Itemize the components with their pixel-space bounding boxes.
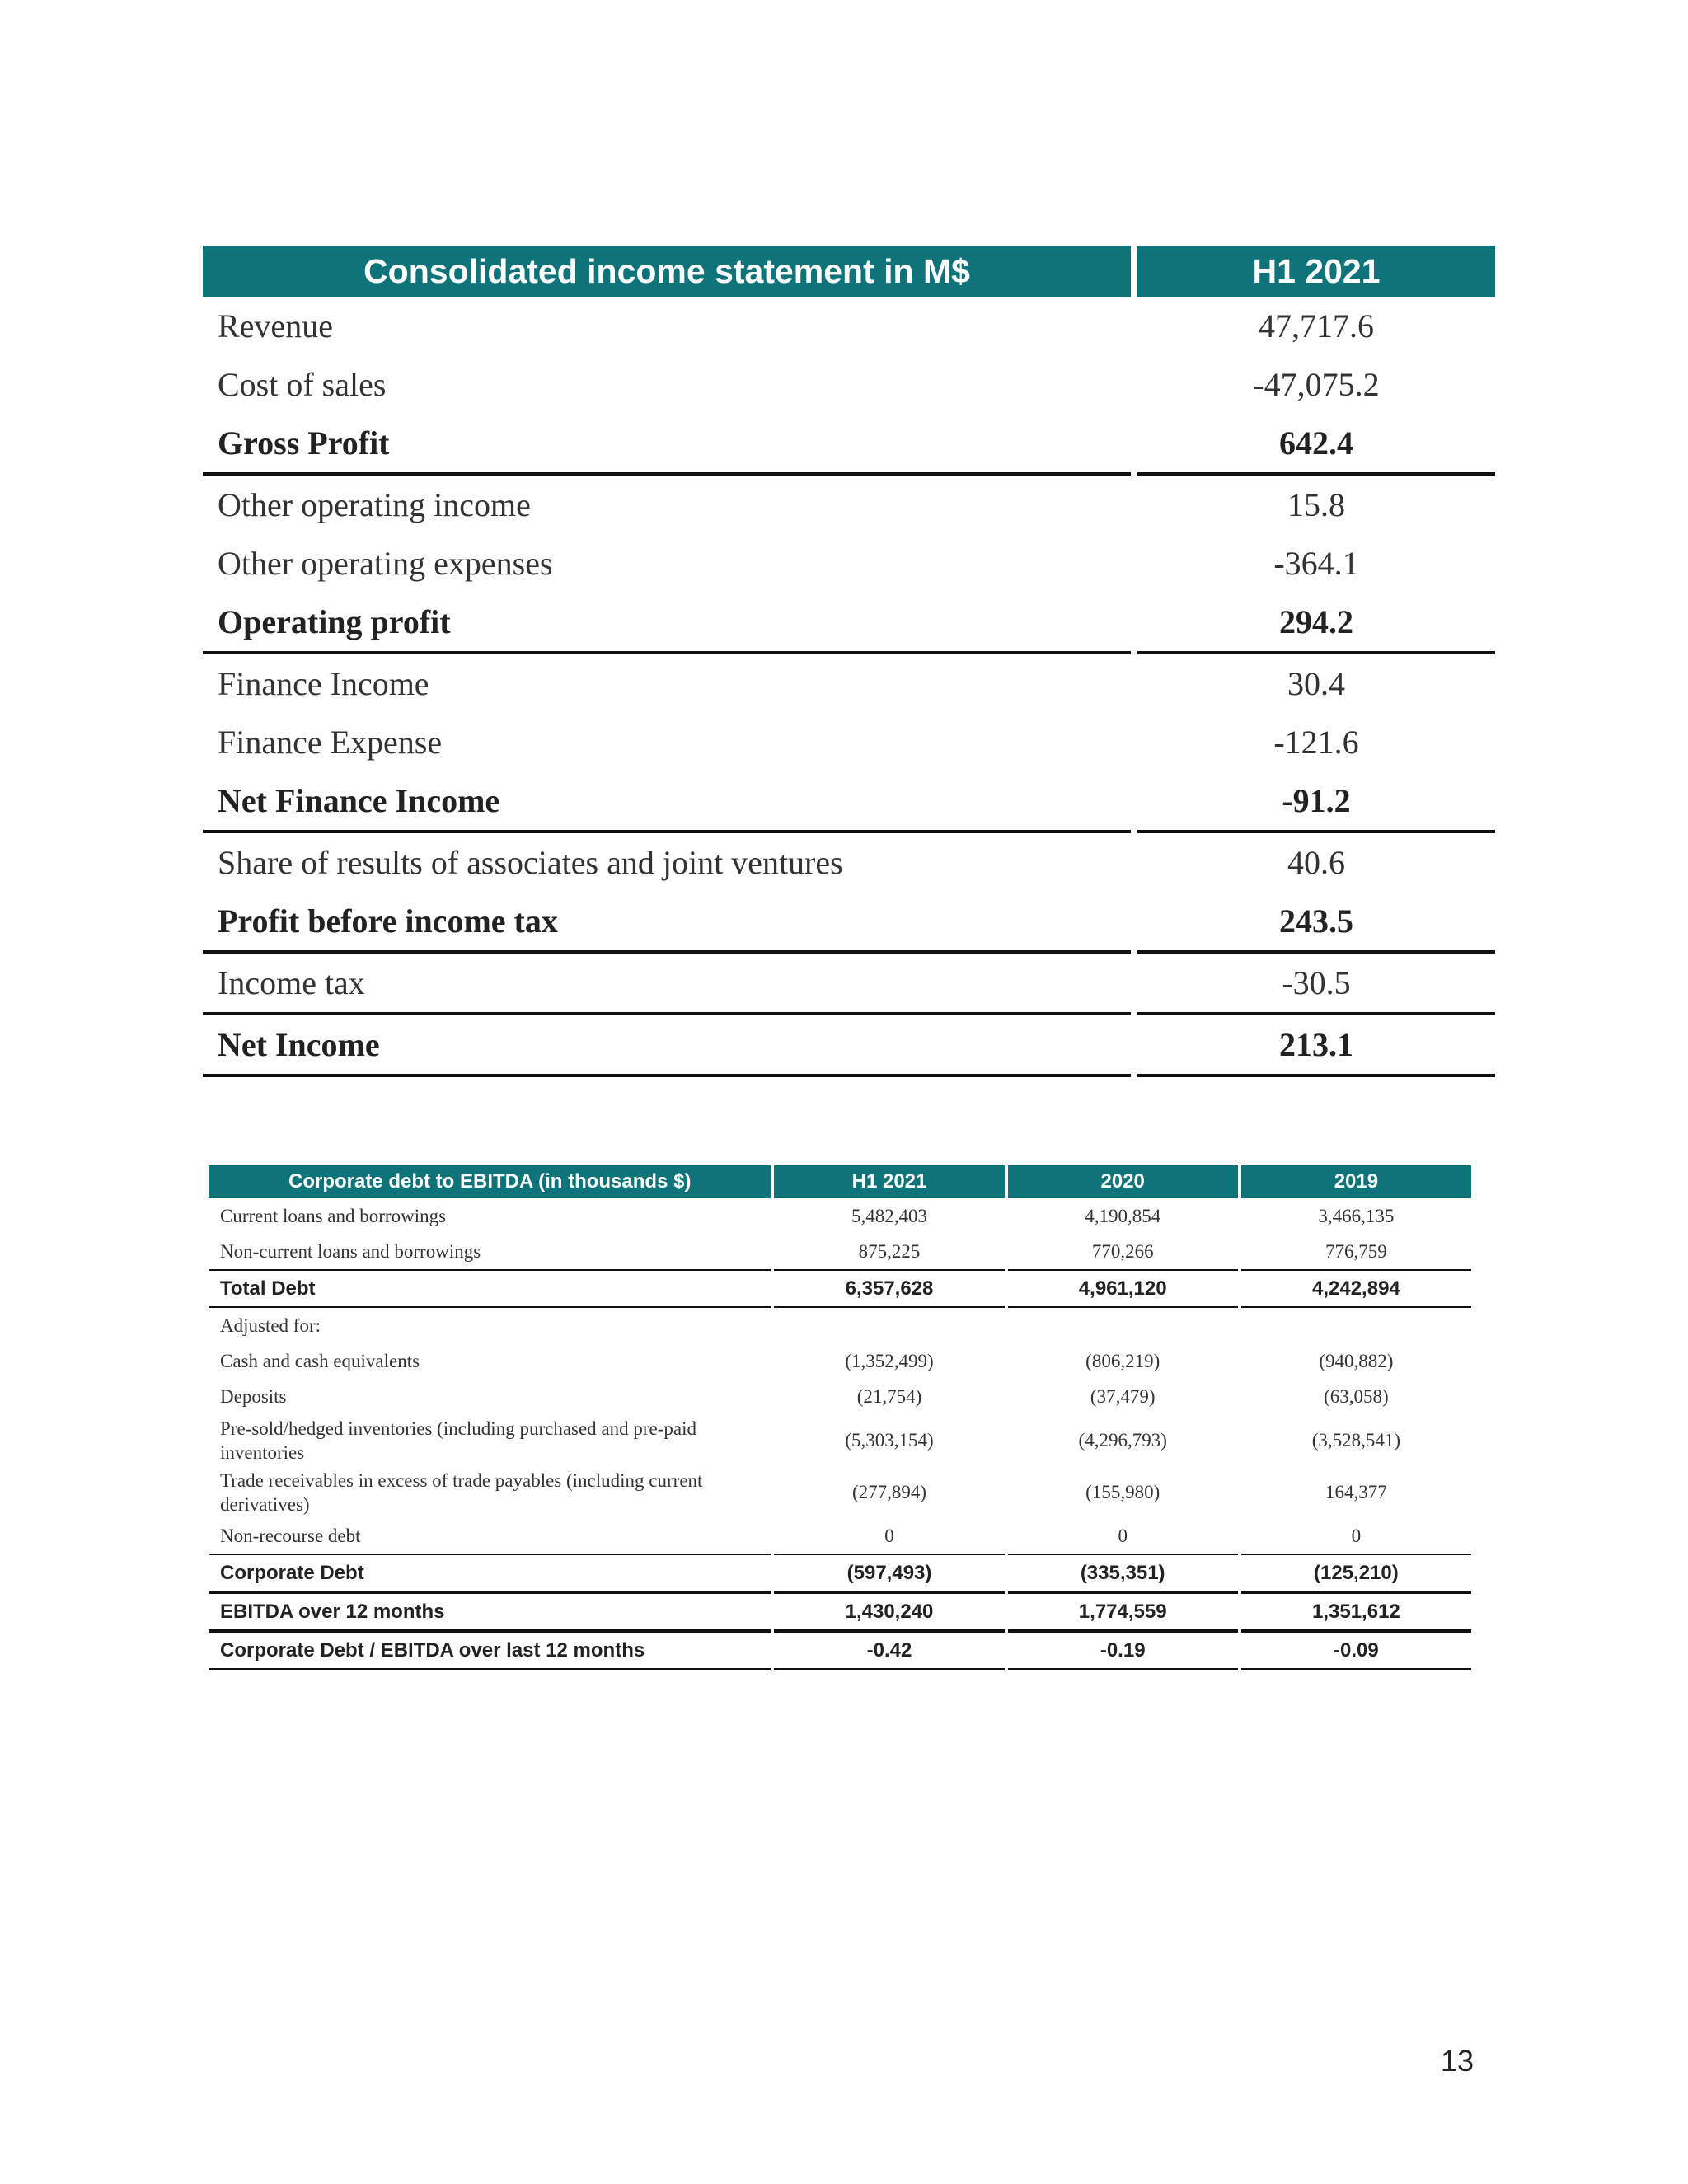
table-row: [203, 297, 1495, 355]
cell: (155,980): [1085, 1481, 1160, 1502]
cell: (3,528,541): [1311, 1429, 1401, 1451]
cell: 1,430,240: [774, 1592, 1004, 1631]
row-label: Share of results of associates and joint ventures: [218, 844, 843, 881]
debt-table-header: [209, 1165, 1471, 1198]
row-value: -364.1: [1273, 545, 1359, 582]
row-label: Revenue: [218, 307, 333, 344]
row-value: 47,717.6: [1259, 307, 1374, 344]
table-row: [209, 1308, 1471, 1343]
cell: [1241, 1308, 1471, 1343]
table-row: [203, 892, 1495, 954]
income-statement-header: [203, 246, 1495, 297]
cell: (1,352,499): [845, 1350, 934, 1371]
row-value: -30.5: [1137, 954, 1495, 1015]
cell: 0: [1118, 1525, 1128, 1546]
cell: (335,351): [1008, 1554, 1238, 1592]
income-statement-title: Consolidated income statement in M$: [203, 246, 1131, 297]
cell: -0.42: [774, 1631, 1004, 1670]
cell: (940,882): [1319, 1350, 1394, 1371]
table-row: [209, 1554, 1471, 1592]
table-row: [209, 1379, 1471, 1414]
row-value: 642.4: [1137, 414, 1495, 476]
cell: 4,961,120: [1008, 1269, 1238, 1308]
row-value: -121.6: [1273, 724, 1359, 761]
cell: (277,894): [851, 1481, 927, 1502]
row-value: 213.1: [1137, 1015, 1495, 1077]
table-row: [203, 954, 1495, 1015]
column-header: 2019: [1241, 1165, 1471, 1198]
debt-table-title: Corporate debt to EBITDA (in thousands $): [209, 1165, 771, 1198]
row-value: 294.2: [1137, 593, 1495, 654]
cell: -0.19: [1008, 1631, 1238, 1670]
row-label: Gross Profit: [203, 414, 1131, 476]
page-number: 13: [1441, 2044, 1475, 2078]
table-row: [203, 654, 1495, 713]
table-row: [203, 414, 1495, 476]
cell: (597,493): [774, 1554, 1004, 1592]
debt-ebitda-table: [209, 1165, 1471, 1670]
cell: 776,759: [1325, 1240, 1387, 1262]
row-label: Operating profit: [203, 593, 1131, 654]
row-label: Total Debt: [209, 1269, 771, 1308]
cell: 0: [884, 1525, 894, 1546]
row-value: 15.8: [1287, 486, 1345, 523]
cell: 770,266: [1091, 1240, 1154, 1262]
row-label: Net Finance Income: [203, 771, 1131, 833]
cell: 875,225: [858, 1240, 921, 1262]
table-row: [203, 593, 1495, 654]
cell: 1,774,559: [1008, 1592, 1238, 1631]
cell: (21,754): [856, 1385, 922, 1407]
table-row: [203, 833, 1495, 892]
row-value: -47,075.2: [1253, 366, 1380, 403]
table-row: [209, 1631, 1471, 1670]
table-row: [209, 1234, 1471, 1269]
row-label: Non-recourse debt: [220, 1526, 361, 1546]
table-row: [203, 771, 1495, 833]
row-label: Current loans and borrowings: [220, 1206, 447, 1226]
cell: 3,466,135: [1318, 1205, 1395, 1226]
cell: (4,296,793): [1078, 1429, 1167, 1451]
row-label: Profit before income tax: [203, 892, 1131, 954]
cell: (63,058): [1324, 1385, 1389, 1407]
cell: 1,351,612: [1241, 1592, 1471, 1631]
row-label: Income tax: [203, 954, 1131, 1015]
row-label: Cash and cash equivalents: [220, 1351, 420, 1371]
row-label: Non-current loans and borrowings: [220, 1241, 481, 1262]
cell: 4,242,894: [1241, 1269, 1471, 1308]
cell: 4,190,854: [1085, 1205, 1161, 1226]
table-row: [209, 1198, 1471, 1234]
table-row: [203, 713, 1495, 771]
income-statement-table: [203, 246, 1495, 1077]
row-label: Net Income: [203, 1015, 1131, 1077]
row-value: 40.6: [1287, 844, 1345, 881]
cell: 6,357,628: [774, 1269, 1004, 1308]
table-row: [209, 1269, 1471, 1308]
column-header: H1 2021: [774, 1165, 1004, 1198]
cell: (125,210): [1241, 1554, 1471, 1592]
cell: (37,479): [1090, 1385, 1156, 1407]
row-label: Cost of sales: [218, 366, 387, 403]
row-label: Other operating income: [218, 486, 531, 523]
table-row: [203, 355, 1495, 414]
table-row: [209, 1343, 1471, 1379]
cell: 5,482,403: [851, 1205, 928, 1226]
table-row: [209, 1518, 1471, 1554]
row-label: Finance Expense: [218, 724, 443, 761]
row-value: 30.4: [1287, 665, 1345, 702]
cell: (5,303,154): [845, 1429, 934, 1451]
row-label: Corporate Debt / EBITDA over last 12 months: [209, 1631, 771, 1670]
cell: [1008, 1308, 1238, 1343]
cell: (806,219): [1085, 1350, 1160, 1371]
row-label: Corporate Debt: [209, 1554, 771, 1592]
row-label: Pre-sold/hedged inventories (including purchased and pre-paid inventories: [220, 1418, 697, 1463]
table-row: [203, 476, 1495, 534]
column-header: 2020: [1008, 1165, 1238, 1198]
row-label: Finance Income: [218, 665, 429, 702]
row-label: Adjusted for:: [220, 1315, 321, 1336]
table-row: [209, 1592, 1471, 1631]
table-row: [209, 1466, 1471, 1518]
row-value: -91.2: [1137, 771, 1495, 833]
row-label: Deposits: [220, 1386, 287, 1407]
table-row: [209, 1414, 1471, 1466]
income-statement-period: H1 2021: [1137, 246, 1495, 297]
row-value: 243.5: [1137, 892, 1495, 954]
table-row: [203, 1015, 1495, 1077]
cell: 0: [1351, 1525, 1362, 1546]
row-label: EBITDA over 12 months: [209, 1592, 771, 1631]
cell: -0.09: [1241, 1631, 1471, 1670]
cell: [774, 1308, 1004, 1343]
table-row: [203, 534, 1495, 593]
row-label: Trade receivables in excess of trade payables (including current derivatives): [220, 1469, 703, 1515]
row-label: Other operating expenses: [218, 545, 553, 582]
cell: 164,377: [1325, 1481, 1387, 1502]
